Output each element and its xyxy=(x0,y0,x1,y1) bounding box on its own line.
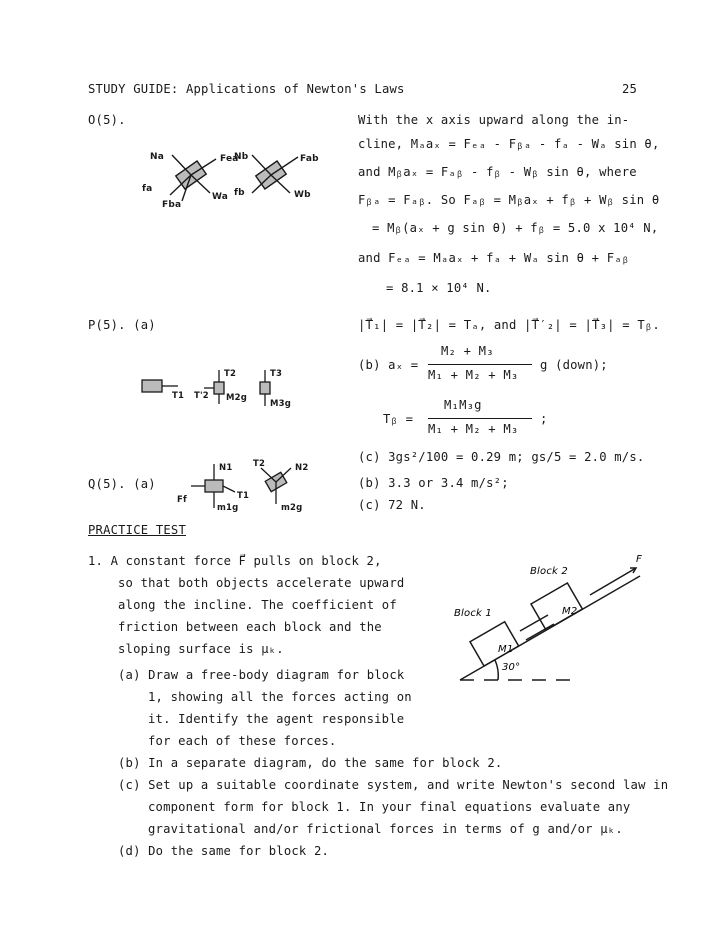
svg-text:T3: T3 xyxy=(270,369,283,379)
m1-label: M1 xyxy=(498,644,514,655)
svg-text:T'2: T'2 xyxy=(194,391,209,401)
practice-test-heading: PRACTICE TEST xyxy=(88,523,186,537)
p5-free-body-diagram xyxy=(140,368,320,413)
o5-line-4: Fᵦₐ = Fₐᵦ. So Fₐᵦ = Mᵦaₓ + fᵦ + Wᵦ sin θ xyxy=(358,193,660,207)
p5-line-a: |T⃗₁| = |T⃗₂| = Tₐ, and |T⃗′₂| = |T⃗₃| = Tᵦ. xyxy=(358,318,660,332)
o5-free-body-diagram xyxy=(140,145,330,215)
svg-text:fb: fb xyxy=(234,188,245,198)
part-a-line-4: for each of these forces. xyxy=(148,734,337,748)
q5-line-b: (b) 3.3 or 3.4 m/s²; xyxy=(358,476,509,490)
svg-text:m1g: m1g xyxy=(217,503,239,513)
q5-free-body-diagram xyxy=(175,458,325,516)
problem-p5-label: P(5). (a) xyxy=(88,318,156,332)
p5-tb-denominator: M₁ + M₂ + M₃ xyxy=(428,422,519,436)
part-b: (b) In a separate diagram, do the same for block 2. xyxy=(118,756,503,770)
svg-text:Fab: Fab xyxy=(300,154,319,164)
svg-text:Ff: Ff xyxy=(177,495,187,505)
q1-line-2: so that both objects accelerate upward xyxy=(118,576,405,590)
part-c-line-1: (c) Set up a suitable coordinate system, and write Newton's second law in xyxy=(118,778,669,792)
svg-text:Nb: Nb xyxy=(234,152,249,162)
svg-text:T2: T2 xyxy=(224,369,237,379)
svg-text:Na: Na xyxy=(150,152,165,162)
block2-label: Block 2 xyxy=(530,566,568,577)
svg-text:Fea: Fea xyxy=(220,154,239,164)
svg-text:m2g: m2g xyxy=(281,503,303,513)
p5-line-c: (c) 3gs²/100 = 0.29 m; gs/5 = 2.0 m/s. xyxy=(358,450,645,464)
p5-tb-prefix: Tᵦ = xyxy=(383,412,414,426)
svg-text:Wa: Wa xyxy=(212,192,229,202)
svg-text:M2g: M2g xyxy=(226,393,248,403)
o5-line-7: = 8.1 × 10⁴ N. xyxy=(386,281,492,295)
header-title: STUDY GUIDE: Applications of Newton's Laws xyxy=(88,82,405,96)
q1-line-3: along the incline. The coefficient of xyxy=(118,598,397,612)
part-a-line-1: (a) Draw a free-body diagram for block xyxy=(118,668,405,682)
svg-text:Fba: Fba xyxy=(162,200,182,210)
problem-o5-label: O(5). xyxy=(88,113,126,127)
part-c-line-3: gravitational and/or frictional forces in terms of g and/or μₖ. xyxy=(148,822,623,836)
svg-text:T2: T2 xyxy=(253,459,266,469)
incline-figure xyxy=(440,554,650,694)
p5-b-denominator: M₁ + M₂ + M₃ xyxy=(428,368,519,382)
o5-line-1: With the x axis upward along the in- xyxy=(358,113,630,127)
svg-text:N1: N1 xyxy=(219,463,233,473)
p5-tb-numerator: M₁M₃g xyxy=(444,398,482,412)
p5-b-suffix: g (down); xyxy=(540,358,608,372)
o5-line-3: and Mᵦaₓ = Fₐᵦ - fᵦ - Wᵦ sin θ, where xyxy=(358,165,637,179)
o5-line-5: = Mᵦ(aₓ + g sin θ) + fᵦ = 5.0 x 10⁴ N, xyxy=(372,221,659,235)
part-a-line-2: 1, showing all the forces acting on xyxy=(148,690,412,704)
angle-label: 30° xyxy=(502,662,521,673)
svg-text:N2: N2 xyxy=(295,463,309,473)
o5-line-6: and Fₑₐ = Mₐaₓ + fₐ + Wₐ sin θ + Fₐᵦ xyxy=(358,251,630,265)
svg-text:Wb: Wb xyxy=(294,190,311,200)
svg-text:M3g: M3g xyxy=(270,399,292,409)
svg-text:T1: T1 xyxy=(237,491,250,501)
part-a-line-3: it. Identify the agent responsible xyxy=(148,712,405,726)
p5-b-fraction-bar xyxy=(428,364,532,365)
problem-q5-label: Q(5). (a) xyxy=(88,477,156,491)
q5-line-c: (c) 72 N. xyxy=(358,498,426,512)
q1-line-1: 1. A constant force F⃗ pulls on block 2, xyxy=(88,554,382,568)
p5-b-numerator: M₂ + M₃ xyxy=(441,344,494,358)
force-label: F xyxy=(636,554,642,565)
block1-label: Block 1 xyxy=(454,608,492,619)
m2-label: M2 xyxy=(562,606,578,617)
p5-b-prefix: (b) aₓ = xyxy=(358,358,419,372)
svg-text:fa: fa xyxy=(142,184,153,194)
part-d: (d) Do the same for block 2. xyxy=(118,844,330,858)
svg-text:T1: T1 xyxy=(172,391,185,401)
p5-tb-suffix: ; xyxy=(540,412,548,426)
q1-line-5: sloping surface is μₖ. xyxy=(118,642,284,656)
part-c-line-2: component form for block 1. In your final equations evaluate any xyxy=(148,800,631,814)
p5-tb-fraction-bar xyxy=(428,418,532,419)
page-number: 25 xyxy=(622,82,638,96)
q1-line-4: friction between each block and the xyxy=(118,620,382,634)
o5-line-2: cline, Mₐaₓ = Fₑₐ - Fᵦₐ - fₐ - Wₐ sin θ, xyxy=(358,137,660,151)
